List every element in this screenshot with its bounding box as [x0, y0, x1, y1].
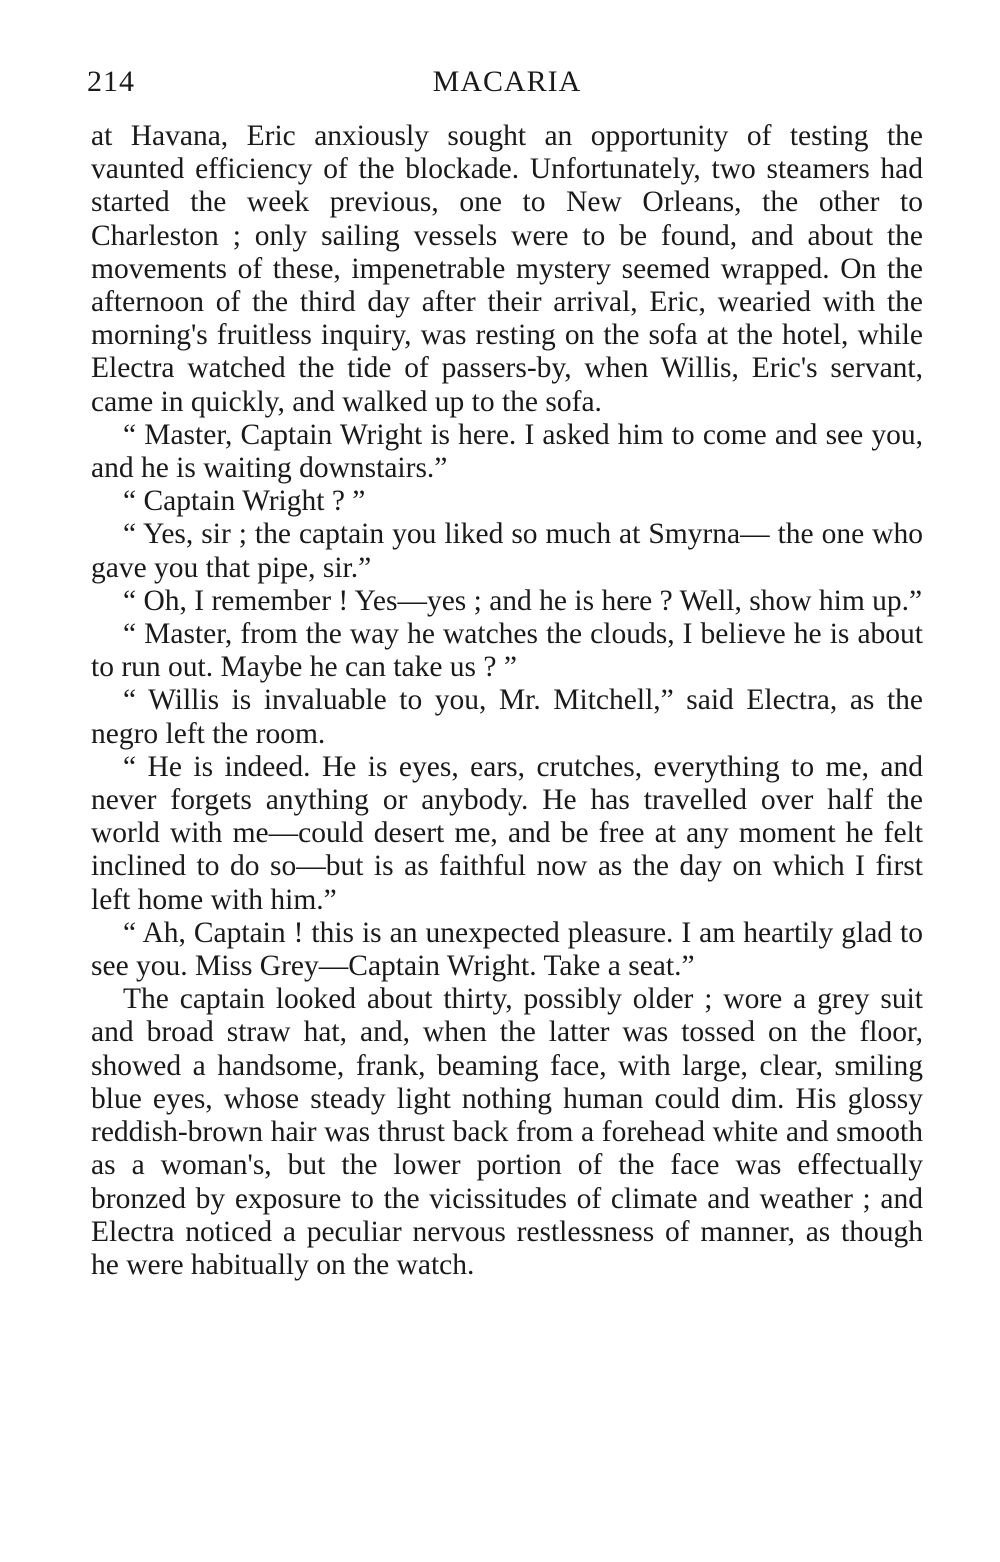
body-text [91, 120, 923, 1282]
paragraph-3: “ Captain Wright ? ” [123, 485, 366, 518]
paragraph-4: “ Yes, sir ; the captain you liked so much at Smyrna— the one who gave you that pipe, sir.” [91, 518, 923, 584]
paragraph-1: at Havana, Eric anxiously sought an opportunity of testing the vaunted efficiency of the blockade. Unfortunately, two steamers had started the week previous, one to New Orleans, the other to Charleston ; only sailing vessels were to be found, and about the movements of these, impenetrable mystery seemed wrapped. On the afternoon of the third day after their arrival, Eric, wearied with the morning's fruitless inquiry, was resting on the sofa at the hotel, while Electra watched the tide of passers-by, when Willis, Eric's servant, came in quickly, and walked up to the sofa. [91, 120, 923, 418]
page-number: 214 [87, 65, 135, 98]
paragraph-5: “ Oh, I remember ! Yes—yes ; and he is here ? Well, show him up.” [123, 584, 923, 617]
book-page [87, 62, 923, 1282]
paragraph-6: “ Master, from the way he watches the clouds, I believe he is about to run out. Maybe he can take us ? ” [91, 618, 923, 684]
paragraph-9: “ Ah, Captain ! this is an unexpected pleasure. I am heartily glad to see you. Miss Grey—Captain Wright. Take a seat.” [91, 916, 923, 983]
running-head [87, 62, 923, 102]
book-title: MACARIA [432, 65, 582, 98]
paragraph-2: “ Master, Captain Wright is here. I asked him to come and see you, and he is waiting downstairs.” [91, 418, 923, 485]
paragraph-8: “ He is indeed. He is eyes, ears, crutches, everything to me, and never forgets anything or anybody. He has travelled over half the world with me—could desert me, and be free at any moment he felt inclined to do so—but is as faithful now as the day on which I first left home with him.” [91, 750, 923, 916]
paragraph-7: “ Willis is invaluable to you, Mr. Mitchell,” said Electra, as the negro left the room. [91, 684, 923, 750]
paragraph-10: The captain looked about thirty, possibly older ; wore a grey suit and broad straw hat, and, when the latter was tossed on the floor, showed a handsome, frank, beaming face, with large, clear, smiling blue eyes, whose steady light nothing human could dim. His glossy reddish-brown hair was thrust back from a forehead white and smooth as a woman's, but the lower portion of the face was effectually bronzed by exposure to the vicissitudes of climate and weather ; and Electra noticed a peculiar nervous restlessness of manner, as though he were habitually on the watch. [91, 983, 923, 1281]
